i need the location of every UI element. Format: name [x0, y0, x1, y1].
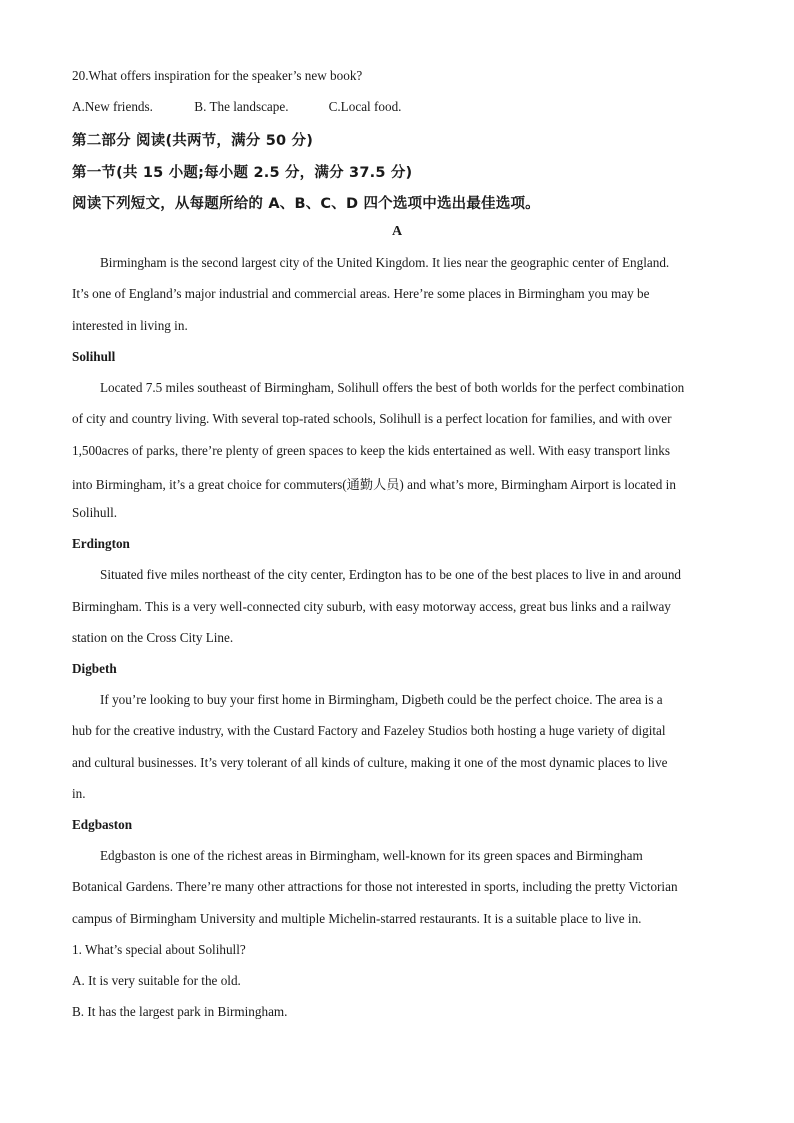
edgbaston-line: Edgbaston is one of the richest areas in Birmingham, well-known for its green spaces and Birmingham [100, 848, 643, 863]
digbeth-line: in. [72, 786, 86, 801]
solihull-line: Solihull. [72, 505, 118, 520]
heading-edgbaston: Edgbaston [72, 817, 133, 832]
solihull-line: Located 7.5 miles southeast of Birmingham, Solihull offers the best of both worlds for the perfect combination [100, 380, 685, 395]
q20-option-a: A.New friends. [72, 99, 153, 114]
digbeth-line: hub for the creative industry, with the Custard Factory and Fazeley Studios both hosting a huge variety of digital [72, 723, 666, 738]
q20-option-c: C.Local food. [328, 99, 402, 114]
intro-line: It’s one of England’s major industrial and commercial areas. Here’re some places in Birmingham you may be [72, 286, 650, 301]
edgbaston-line: Botanical Gardens. There’re many other attractions for those not interested in sports, including the pretty Victorian [72, 879, 678, 894]
erdington-line: Situated five miles northeast of the city center, Erdington has to be one of the best places to live in and around [100, 567, 682, 582]
intro-line: interested in living in. [72, 318, 188, 333]
edgbaston-line: campus of Birmingham University and multiple Michelin-starred restaurants. It is a suitable place to live in. [72, 911, 642, 926]
passage-letter: A [391, 224, 403, 239]
q20-options [72, 99, 401, 115]
solihull-line: into Birmingham, it’s a great choice for commuters(通勤人员) and what’s more, Birmingham Airport is located in [72, 477, 676, 492]
heading-solihull: Solihull [72, 349, 116, 364]
part-title: 第二部分 阅读(共两节，满分 50 分) [72, 133, 314, 149]
intro-line: Birmingham is the second largest city of the United Kingdom. It lies near the geographic center of England. [100, 255, 670, 270]
q20-stem: 20.What offers inspiration for the speaker’s new book? [72, 68, 363, 83]
q1-option-a: A. It is very suitable for the old. [72, 973, 241, 988]
digbeth-line: and cultural businesses. It’s very tolerant of all kinds of culture, making it one of the most dynamic places to live [72, 755, 668, 770]
solihull-line: of city and country living. With several top-rated schools, Solihull is a perfect location for families, and with over [72, 411, 672, 426]
q20-option-b: B. The landscape. [194, 99, 289, 114]
q1-option-b: B. It has the largest park in Birmingham. [72, 1004, 288, 1019]
heading-digbeth: Digbeth [72, 661, 117, 676]
instructions: 阅读下列短文，从每题所给的 A、B、C、D 四个选项中选出最佳选项。 [72, 196, 540, 212]
heading-erdington: Erdington [72, 536, 130, 551]
subsection-title: 第一节(共 15 小题;每小题 2.5 分，满分 37.5 分) [72, 165, 413, 181]
erdington-line: station on the Cross City Line. [72, 630, 234, 645]
erdington-line: Birmingham. This is a very well-connected city suburb, with easy motorway access, great bus links and a railway [72, 599, 671, 614]
solihull-line: 1,500acres of parks, there’re plenty of green spaces to keep the kids entertained as well. With easy transport links [72, 443, 670, 458]
digbeth-line: If you’re looking to buy your first home in Birmingham, Digbeth could be the perfect choice. The area is a [100, 692, 663, 707]
q1-stem: 1. What’s special about Solihull? [72, 942, 246, 957]
